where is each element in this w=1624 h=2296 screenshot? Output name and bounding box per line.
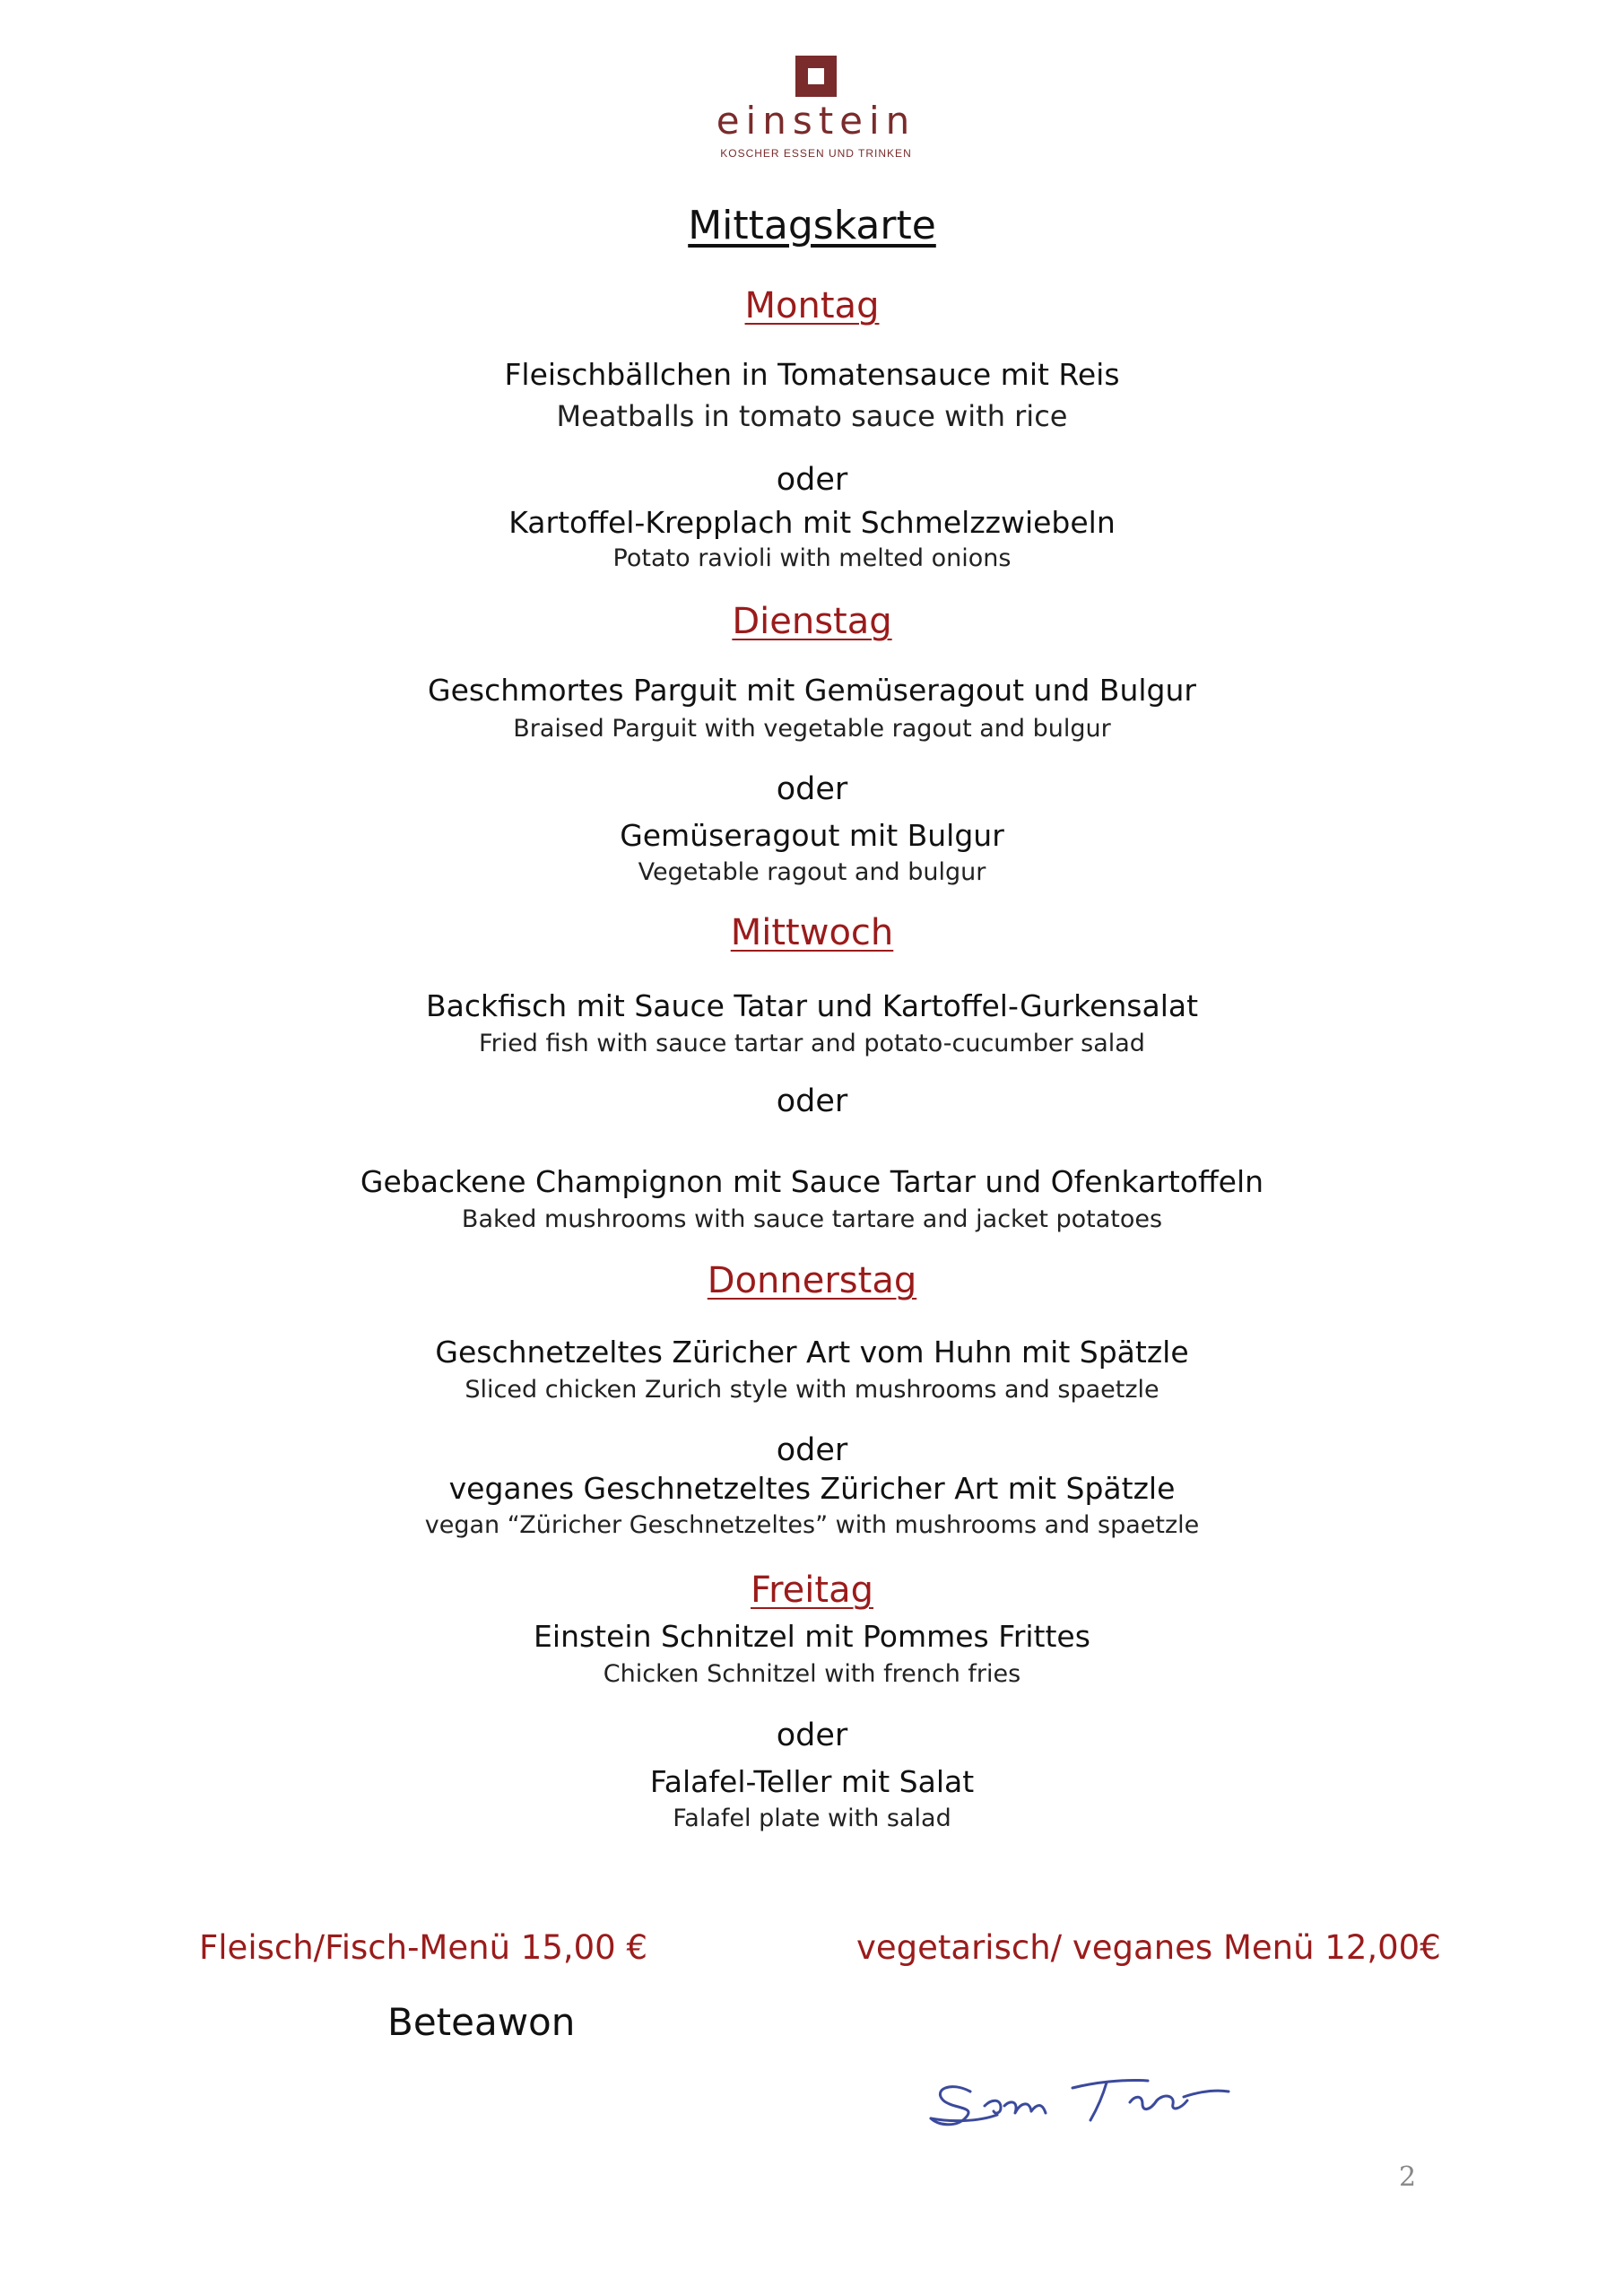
dish-name-de: Gebackene Champignon mit Sauce Tartar und Ofenkartoffeln (360, 1164, 1264, 1199)
dish-name-de: Backfisch mit Sauce Tatar und Kartoffel-Gurkensalat (425, 988, 1199, 1023)
logo-tagline: KOSCHER ESSEN UND TRINKEN (720, 147, 912, 160)
dish-name-de: veganes Geschnetzeltes Züricher Art mit Spätzle (448, 1471, 1176, 1506)
dish-name-de: Kartoffel-Krepplach mit Schmelzzwiebeln (508, 505, 1116, 540)
day-heading-donnerstag: Donnerstag (707, 1260, 917, 1301)
day-heading-mittwoch: Mittwoch (730, 912, 894, 953)
dish-name-de: Geschmortes Parguit mit Gemüseragout und Bulgur (428, 673, 1196, 708)
handwritten-signature-icon (915, 2036, 1246, 2144)
or-label: oder (776, 1432, 848, 1468)
greeting-text: Beteawon (387, 2000, 576, 2044)
or-label: oder (776, 771, 848, 807)
or-label: oder (776, 1083, 848, 1119)
day-row (0, 601, 1624, 642)
dish-name-en: vegan “Züricher Geschnetzeltes” with mushrooms and spaetzle (424, 1511, 1200, 1539)
price-meat-fish-menu: Fleisch/Fisch-Menü 15,00 € (199, 1928, 648, 1967)
day-heading-freitag: Freitag (751, 1570, 873, 1611)
day-row (0, 1260, 1624, 1301)
dish-name-en: Meatballs in tomato sauce with rice (556, 399, 1068, 433)
dish-name-en: Potato ravioli with melted onions (612, 544, 1012, 572)
day-heading-montag: Montag (744, 285, 880, 326)
or-label: oder (776, 1718, 848, 1753)
or-label: oder (776, 462, 848, 498)
day-row (0, 285, 1624, 326)
dish-name-en: Fried fish with sauce tartar and potato-cucumber salad (479, 1030, 1145, 1057)
dish-name-en: Baked mushrooms with sauce tartare and jacket potatoes (461, 1205, 1163, 1233)
dish-name-en: Braised Parguit with vegetable ragout and bulgur (513, 715, 1111, 743)
dish-name-en: Sliced chicken Zurich style with mushrooms and spaetzle (465, 1376, 1159, 1404)
day-row (0, 1570, 1624, 1611)
day-heading-dienstag: Dienstag (732, 601, 892, 642)
title-row (0, 203, 1624, 248)
logo-square-icon (795, 56, 837, 97)
day-row (0, 912, 1624, 953)
dish-name-en: Chicken Schnitzel with french fries (603, 1660, 1021, 1688)
dish-name-de: Einstein Schnitzel mit Pommes Frittes (534, 1619, 1090, 1654)
page-title: Mittagskarte (688, 203, 936, 248)
dish-name-de: Gemüseragout mit Bulgur (620, 818, 1004, 853)
logo-wordmark: einstein (716, 99, 916, 143)
price-vegetarian-vegan-menu: vegetarisch/ veganes Menü 12,00€ (856, 1928, 1441, 1967)
dish-name-en: Vegetable ragout and bulgur (638, 858, 986, 886)
dish-name-en: Falafel plate with salad (673, 1805, 951, 1832)
dish-name-de: Fleischbällchen in Tomatensauce mit Reis (504, 357, 1120, 392)
page-number: 2 (1399, 2161, 1417, 2193)
einstein-logo (713, 47, 919, 163)
dish-name-de: Geschnetzeltes Züricher Art vom Huhn mit Spätzle (435, 1335, 1189, 1370)
dish-name-de: Falafel-Teller mit Salat (649, 1764, 975, 1799)
